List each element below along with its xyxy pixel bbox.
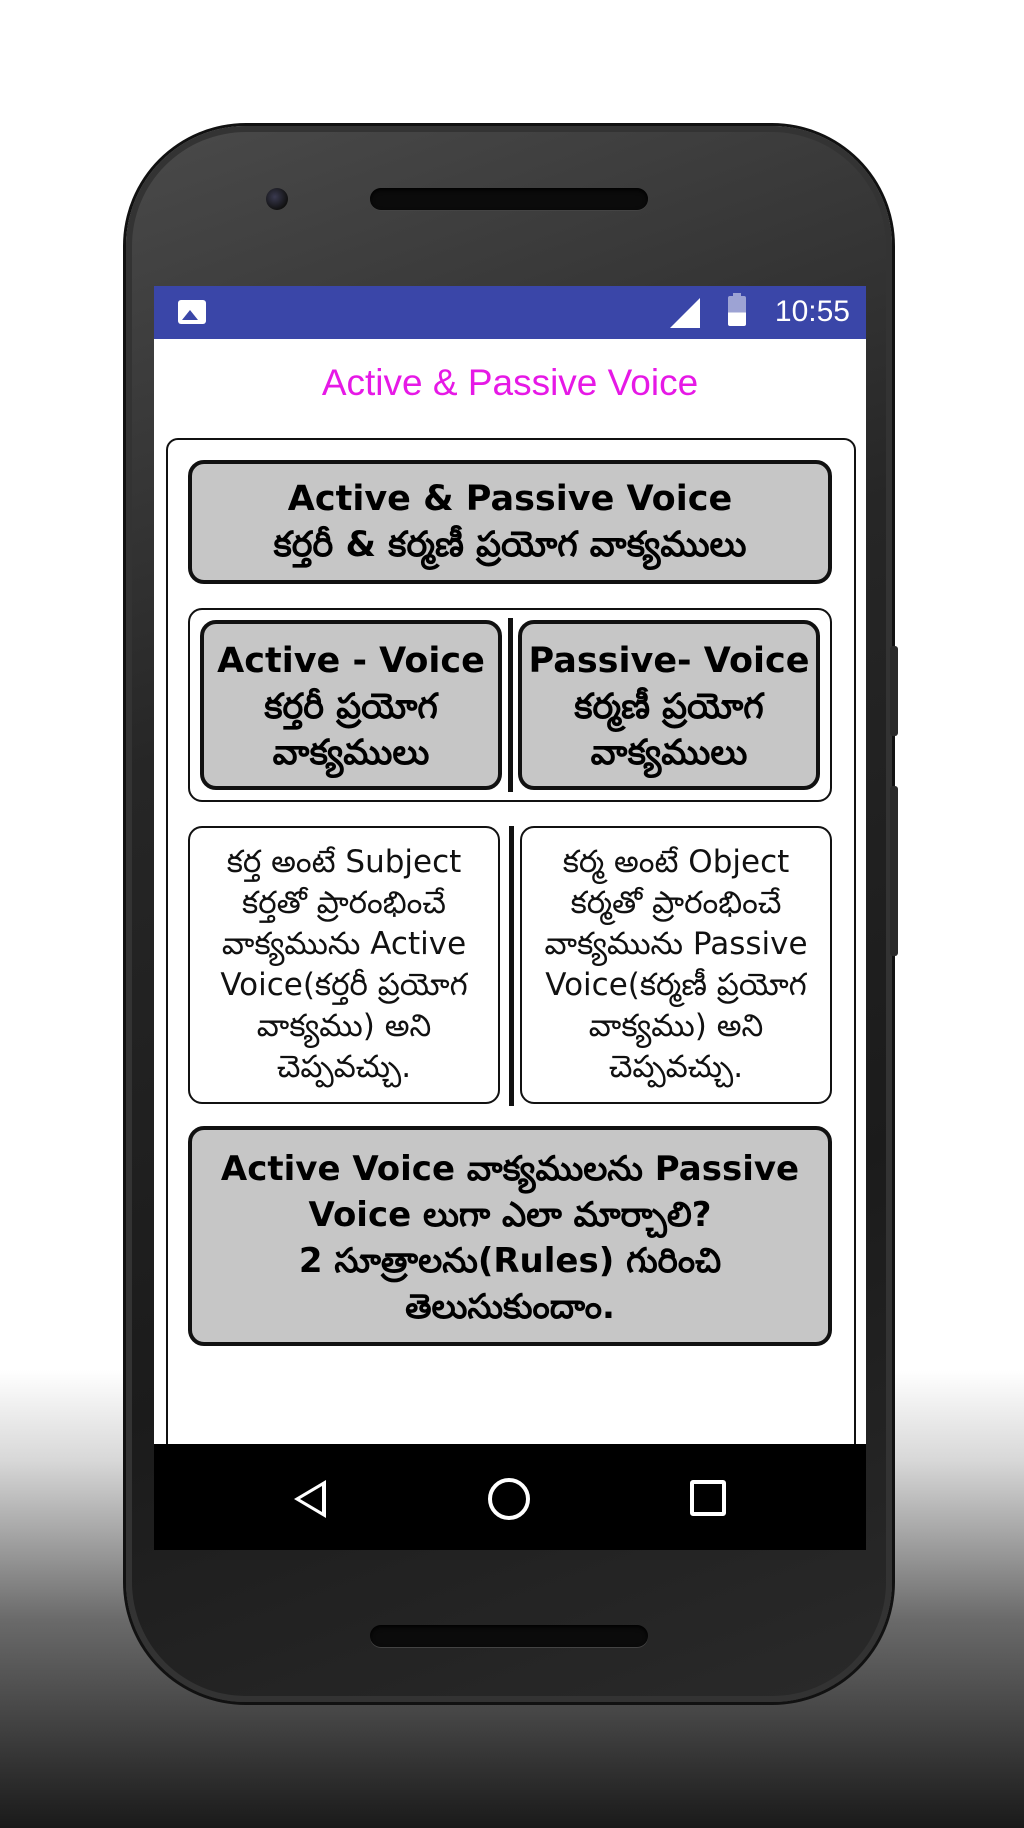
passive-voice-line-3: వాక్యములు (590, 733, 748, 773)
volume-button (890, 786, 898, 956)
passive-description-box (520, 826, 832, 1104)
active-desc-line: కర్తతో ప్రారంభించే (242, 885, 446, 921)
active-desc-line: వాక్యమును Active (221, 926, 467, 962)
rules-line-2: Voice లుగా ఎలా మార్చాలి? (308, 1195, 712, 1235)
header-line-1: Active & Passive Voice (287, 479, 733, 519)
navigation-bar (154, 1444, 866, 1550)
passive-voice-line-1: Passive- Voice (528, 641, 810, 681)
status-bar (154, 286, 866, 339)
rules-button[interactable] (188, 1126, 832, 1346)
active-voice-button[interactable] (200, 620, 502, 790)
passive-voice-line-2: కర్మణీ ప్రయోగ (574, 687, 764, 727)
back-triangle-icon[interactable] (294, 1480, 326, 1518)
active-voice-line-1: Active - Voice (217, 641, 485, 681)
battery-icon (728, 296, 746, 326)
header-line-2: కర్తరీ & కర్మణీ ప్రయోగ వాక్యములు (273, 525, 747, 565)
app-title: Active & Passive Voice (321, 362, 699, 403)
active-desc-line: కర్త అంటే Subject (226, 844, 462, 880)
passive-desc-line: చెప్పవచ్చు. (608, 1049, 744, 1085)
passive-desc-line: వాక్యమును Passive (544, 926, 808, 962)
power-button (890, 646, 898, 736)
status-time: 10:55 (774, 295, 850, 328)
top-speaker (370, 188, 648, 210)
active-desc-line: వాక్యము) అని (256, 1008, 432, 1044)
passive-desc-line: కర్మ అంటే Object (562, 844, 790, 880)
signal-icon (670, 298, 700, 328)
image-icon (178, 300, 206, 324)
screen (154, 286, 866, 1550)
passive-desc-line: Voice(కర్మణీ ప్రయోగ (545, 967, 807, 1003)
active-description-box (188, 826, 500, 1104)
passive-desc-line: వాక్యము) అని (588, 1008, 764, 1044)
voice-divider (508, 618, 513, 792)
passive-desc-line: కర్మతో ప్రారంభించే (570, 885, 782, 921)
rules-line-3: 2 సూత్రాలను(Rules) గురించి (298, 1241, 722, 1281)
active-desc-line: Voice(కర్తరీ ప్రయోగ (220, 967, 468, 1003)
content-frame (166, 438, 856, 1550)
home-circle-icon[interactable] (488, 1478, 530, 1520)
camera-icon (266, 188, 288, 210)
bottom-speaker (370, 1625, 648, 1647)
recent-square-icon[interactable] (690, 1480, 726, 1516)
passive-voice-button[interactable] (518, 620, 820, 790)
rules-line-1: Active Voice వాక్యములను Passive (220, 1149, 800, 1189)
active-voice-line-3: వాక్యములు (272, 733, 430, 773)
voice-group (188, 608, 832, 802)
active-voice-line-2: కర్తరీ ప్రయోగ (264, 687, 438, 727)
header-box[interactable] (188, 460, 832, 584)
active-desc-line: చెప్పవచ్చు. (276, 1049, 412, 1085)
description-divider (509, 826, 514, 1106)
rules-line-4: తెలుసుకుందాం. (405, 1287, 615, 1327)
